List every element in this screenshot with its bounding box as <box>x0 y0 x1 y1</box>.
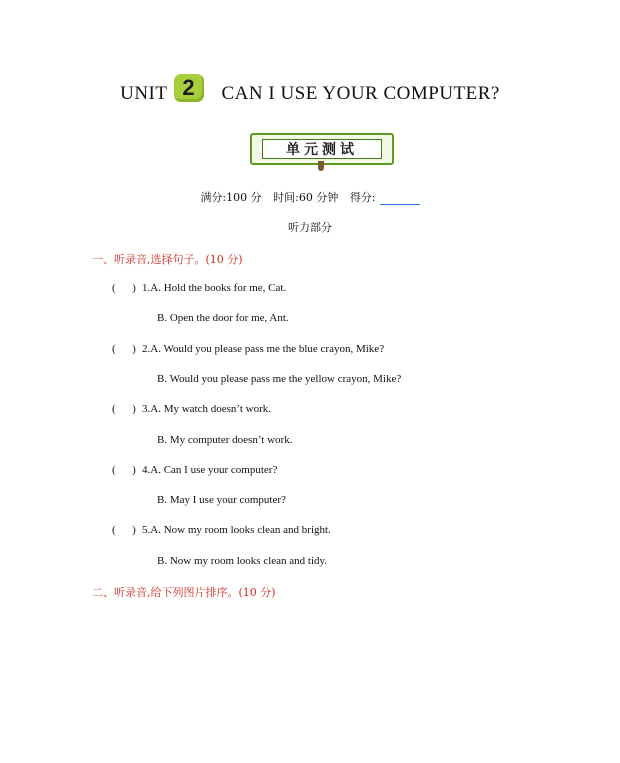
unit-title: CAN I USE YOUR COMPUTER? <box>221 83 500 104</box>
question-3-option-b: B. My computer doesn’t work. <box>157 434 293 446</box>
question-2-option-b: B. Would you please pass me the yellow crayon, Mike? <box>157 373 402 385</box>
answer-paren-4[interactable]: ( ) <box>112 464 136 476</box>
answer-paren-3[interactable]: ( ) <box>112 403 136 415</box>
question-1-option-a: 1.A. Hold the books for me, Cat. <box>142 282 287 294</box>
answer-paren-2[interactable]: ( ) <box>112 343 136 355</box>
badge-pin-icon <box>318 161 324 171</box>
question-2-option-a: 2.A. Would you please pass me the blue crayon, Mike? <box>142 343 385 355</box>
score-blank[interactable] <box>380 192 420 205</box>
section-heading: 听力部分 <box>288 221 332 234</box>
question-5-option-b: B. Now my room looks clean and tidy. <box>157 555 328 567</box>
question-3-option-a: 3.A. My watch doesn’t work. <box>142 403 272 415</box>
full-score: 满分:100 分 <box>200 191 262 204</box>
answer-paren-5[interactable]: ( ) <box>112 524 136 536</box>
unit-title-row <box>0 75 620 108</box>
part2-title: 二、听录音,给下列图片排序。(10 分) <box>92 586 276 599</box>
question-4-option-a: 4.A. Can I use your computer? <box>142 464 278 476</box>
test-badge <box>250 133 395 175</box>
question-4-option-b: B. May I use your computer? <box>157 494 286 506</box>
time-limit: 时间:60 分钟 <box>273 191 339 204</box>
question-5-option-a: 5.A. Now my room looks clean and bright. <box>142 524 331 536</box>
answer-paren-1[interactable]: ( ) <box>112 282 136 294</box>
part1-title: 一、听录音,选择句子。(10 分) <box>92 253 243 266</box>
score-label: 得分: <box>349 191 376 204</box>
unit-label: UNIT <box>120 83 168 104</box>
test-meta <box>0 189 620 205</box>
question-1-option-b: B. Open the door for me, Ant. <box>157 312 289 324</box>
unit-number-badge: 2 <box>174 74 204 102</box>
badge-text: 单元测试 <box>262 139 382 159</box>
